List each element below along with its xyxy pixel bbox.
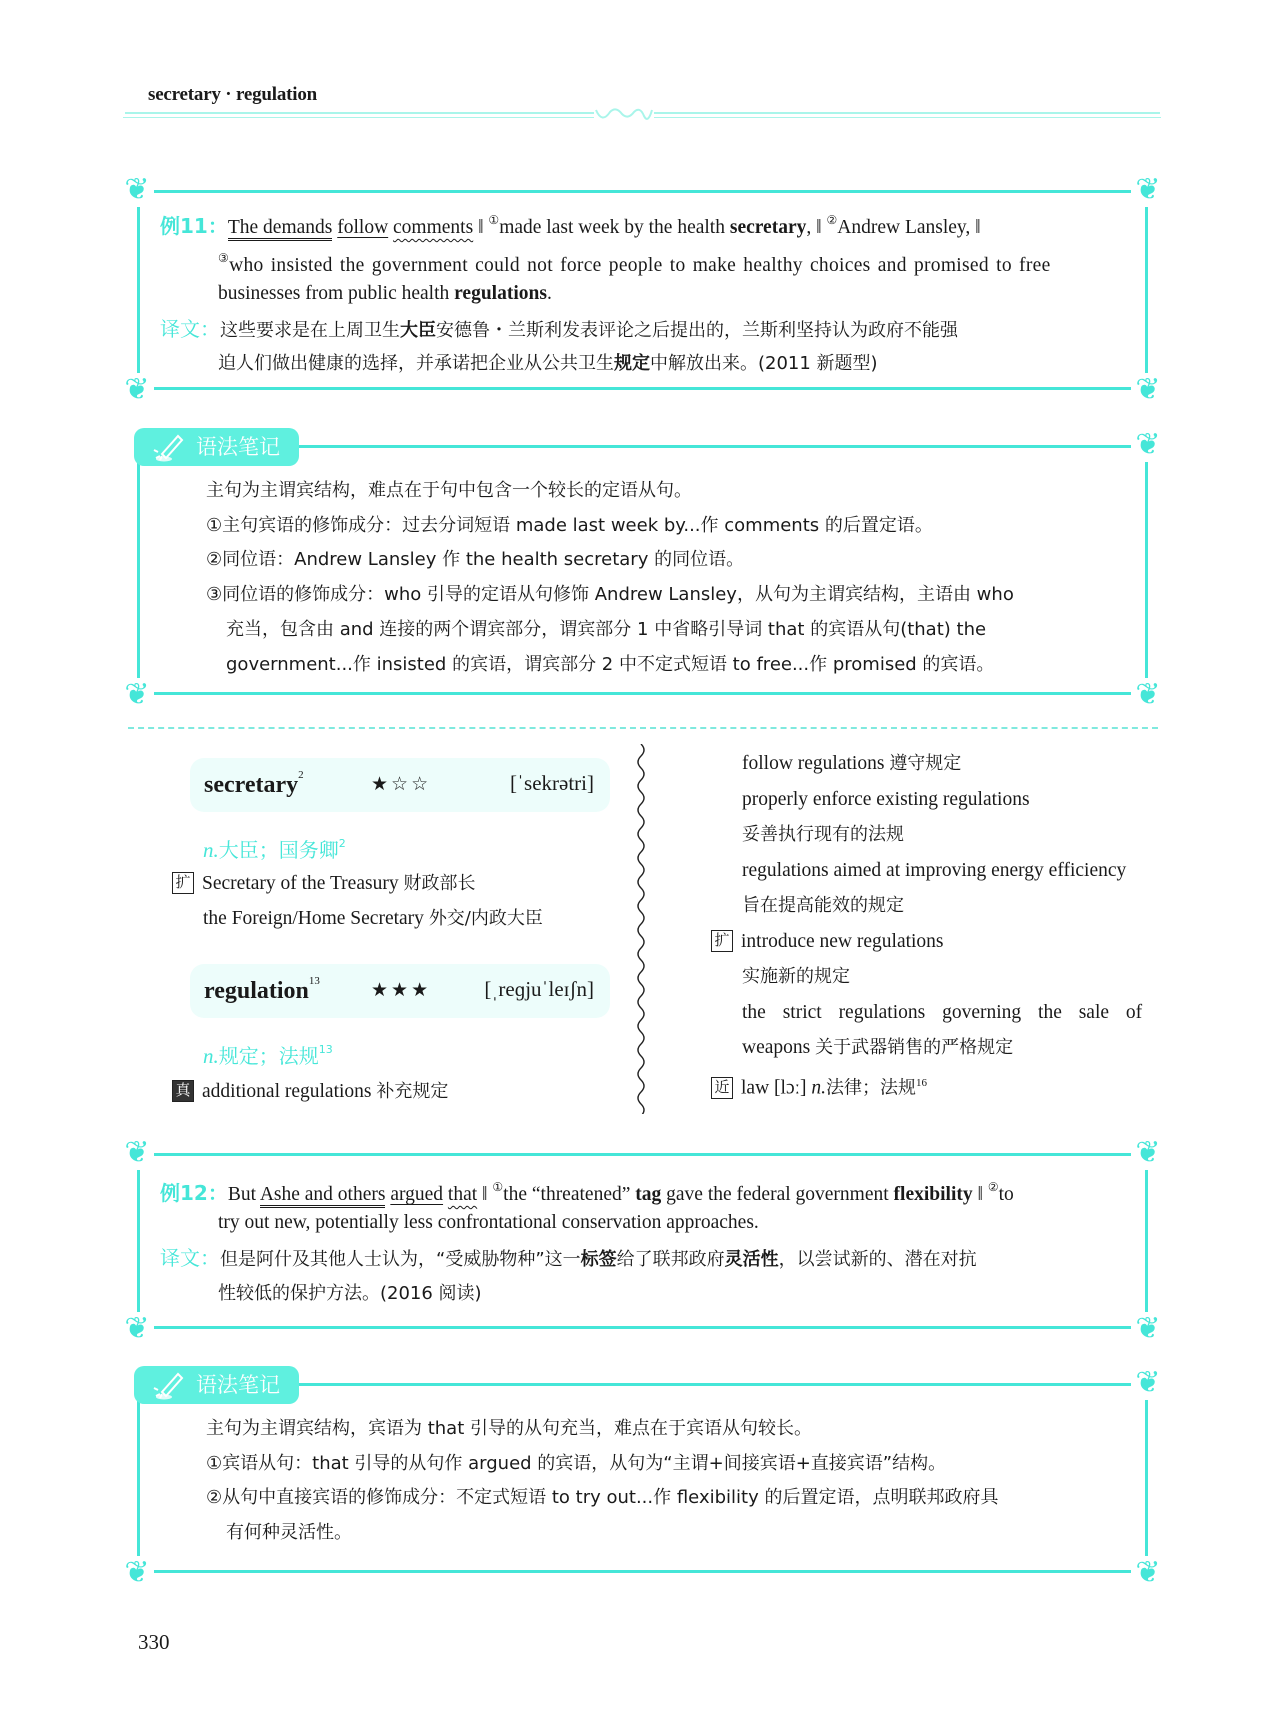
corner-ornament-icon: ❦	[1131, 428, 1165, 462]
note-line: government...作 insisted 的宾语，谓宾部分 2 中不定式短语 to free...作 promised 的宾语。	[226, 654, 995, 675]
translation-label: 译文：	[160, 1246, 220, 1270]
text: But	[227, 1184, 260, 1205]
grammar-notes-tab	[134, 428, 299, 466]
real-phrase	[742, 747, 961, 781]
corner-ornament-icon: ❦	[1131, 373, 1165, 407]
frequency: 2	[298, 769, 304, 781]
text: gave the federal government	[661, 1184, 894, 1205]
text: businesses from public health	[218, 283, 455, 304]
ext-phrase	[742, 960, 850, 994]
subject: Ashe and others	[260, 1184, 386, 1208]
note-line: 主句为主谓宾结构，难点在于句中包含一个较长的定语从句。	[206, 480, 692, 501]
frequency: 13	[318, 1043, 333, 1056]
separator: ‖	[478, 217, 484, 238]
grammar-notes-title: 语法笔记	[196, 435, 280, 459]
text: .	[546, 283, 552, 304]
corner-ornament-icon: ❦	[120, 678, 154, 712]
corner-ornament-icon: ❦	[120, 1556, 154, 1590]
synonym-tag-icon: 近	[711, 1077, 733, 1099]
column-divider-icon	[634, 744, 648, 1114]
note-line: ②同位语：Andrew Lansley 作 the health secretary 的同位语。	[206, 549, 745, 570]
phonetic: [ˈsekrətri]	[510, 771, 594, 795]
note-line: 有何种灵活性。	[226, 1522, 352, 1543]
phrase-zh: 实施新的规定	[742, 966, 850, 987]
text: Andrew Lansley, ‖	[837, 217, 981, 238]
synonym	[711, 1066, 927, 1106]
part-of-speech: n.	[203, 838, 219, 862]
ext-phrase	[711, 925, 944, 959]
pen-icon	[152, 1370, 188, 1400]
section-divider	[128, 727, 1158, 729]
phrase-en: Secretary of the Treasury	[202, 873, 399, 894]
translation-11-line-1	[160, 312, 958, 348]
text: 性较低的保护方法。(2016 阅读)	[218, 1283, 482, 1304]
real-exam-tag-icon: 真	[172, 1080, 194, 1102]
example-12-line-2	[218, 1206, 759, 1240]
headword	[204, 975, 320, 1005]
keyword: flexibility	[893, 1184, 973, 1205]
ext-phrase	[203, 902, 543, 936]
text: ‖	[972, 1184, 988, 1205]
phrase-en: regulations aimed at improving energy efficiency	[742, 860, 1127, 881]
text: 迫人们做出健康的选择，并承诺把企业从公共卫生	[218, 353, 614, 374]
synonym-word: law	[741, 1077, 770, 1099]
text: made last week by the health	[499, 217, 730, 238]
phrase-zh: 遵守规定	[889, 753, 962, 774]
example-11-line-3	[218, 277, 552, 311]
frequency: 2	[338, 837, 346, 850]
meaning: 规定；法规	[218, 1044, 319, 1068]
note-line: 充当，包含由 and 连接的两个谓宾部分，谓宾部分 1 中省略引导词 that 的宾语从句(that) the	[226, 619, 987, 640]
corner-ornament-icon: ❦	[1131, 678, 1165, 712]
meaning: 大臣；国务卿	[218, 838, 339, 862]
part-of-speech: n.	[203, 1044, 219, 1068]
keyword: 标签	[580, 1249, 617, 1270]
phrase-en: the strict regulations governing the sale of	[742, 1002, 1143, 1023]
ext-phrase	[742, 996, 1142, 1030]
phrase-zh: 补充规定	[376, 1081, 449, 1102]
phrase-en: weapons	[742, 1037, 811, 1058]
example-label: 例11：	[160, 214, 228, 238]
corner-ornament-icon: ❦	[1131, 1312, 1165, 1346]
text: who insisted the government could not force people to make healthy choices and promised to free	[229, 255, 1051, 276]
definition-secretary	[203, 834, 346, 863]
corner-ornament-icon: ❦	[120, 173, 154, 207]
note-line: 主句为主谓宾结构，宾语为 that 引导的从句充当，难点在于宾语从句较长。	[206, 1418, 812, 1439]
corner-ornament-icon: ❦	[1131, 1136, 1165, 1170]
word: regulation	[204, 978, 309, 1004]
object: that	[447, 1184, 478, 1205]
phonetic: [lɔː]	[774, 1077, 807, 1099]
text: to	[998, 1184, 1014, 1205]
object: comments	[393, 217, 474, 238]
pen-icon	[152, 432, 188, 462]
keyword: 大臣	[400, 320, 436, 341]
grammar-notes-title: 语法笔记	[196, 1373, 280, 1397]
ext-phrase	[172, 867, 475, 901]
text: try out new, potentially less confrontational conservation approaches.	[218, 1212, 759, 1233]
text: 给了联邦政府	[616, 1249, 725, 1270]
example-11-line-1	[160, 203, 981, 245]
phrase-en: properly enforce existing regulations	[742, 789, 1030, 810]
extension-tag-icon: 扩	[711, 930, 733, 952]
keyword: 规定	[614, 353, 650, 374]
part-of-speech: n.	[811, 1077, 827, 1099]
translation-12-line-2	[218, 1277, 482, 1311]
translation-12-line-1	[160, 1241, 977, 1277]
corner-ornament-icon: ❦	[120, 1312, 154, 1346]
definition-regulation	[203, 1040, 333, 1069]
page-number: 330	[138, 1630, 170, 1654]
text: 这些要求是在上周卫生	[220, 320, 400, 341]
frequency: 16	[916, 1077, 928, 1089]
corner-ornament-icon: ❦	[1131, 1556, 1165, 1590]
word-card-secretary	[190, 758, 610, 812]
phrase-en: additional regulations	[202, 1081, 372, 1102]
keyword: secretary	[729, 217, 807, 238]
word-card-regulation	[190, 964, 610, 1018]
phrase-en: introduce new regulations	[741, 931, 944, 952]
keyword: 灵活性	[724, 1249, 779, 1270]
phrase-en: the Foreign/Home Secretary	[203, 908, 424, 929]
corner-ornament-icon: ❦	[1131, 1366, 1165, 1400]
text: 中解放出来。(2011 新题型)	[650, 353, 878, 374]
keyword: regulations	[454, 283, 547, 304]
keyword: tag	[635, 1184, 662, 1205]
real-phrase	[742, 783, 1030, 817]
subject: The demands	[228, 217, 333, 241]
phrase-zh: 旨在提高能效的规定	[742, 895, 904, 916]
text: ，以尝试新的、潜在对抗	[778, 1249, 977, 1270]
phonetic: [ˌreɡjuˈleɪʃn]	[484, 977, 594, 1001]
marker: ②	[826, 213, 838, 227]
phrase-zh: 财政部长	[403, 873, 476, 894]
text: the “threatened”	[503, 1184, 636, 1205]
meaning: 法律；法规	[826, 1077, 917, 1099]
word: secretary	[204, 772, 299, 798]
phrase-zh: 关于武器销售的严格规定	[815, 1037, 1014, 1058]
note-line: ②从句中直接宾语的修饰成分：不定式短语 to try out...作 flexibility 的后置定语，点明联邦政府具	[206, 1487, 999, 1508]
translation-11-line-2	[218, 347, 878, 381]
note-line: ①宾语从句：that 引导的从句作 argued 的宾语，从句为“主谓+间接宾语+直接宾语”结构。	[206, 1453, 947, 1474]
verb: follow	[337, 217, 389, 238]
extension-tag-icon: 扩	[172, 872, 194, 894]
text: 安德鲁・兰斯利发表评论之后提出的，兰斯利坚持认为政府不能强	[436, 320, 958, 341]
marker: ②	[987, 1180, 999, 1194]
frequency: 13	[308, 975, 320, 987]
corner-ornament-icon: ❦	[120, 1136, 154, 1170]
marker: ③	[218, 251, 230, 265]
translation-label: 译文：	[160, 317, 220, 341]
running-header-title: secretary · regulation	[148, 84, 318, 105]
grammar-notes-tab	[134, 1366, 299, 1404]
star-rating-icon: ★☆☆	[371, 773, 432, 795]
phrase-zh: 妥善执行现有的法规	[742, 824, 904, 845]
verb: argued	[390, 1184, 444, 1205]
note-line: ①主句宾语的修饰成分：过去分词短语 made last week by...作 comments 的后置定语。	[206, 515, 933, 536]
example-label: 例12：	[160, 1181, 228, 1205]
phrase-en: follow regulations	[742, 753, 885, 774]
ext-phrase	[742, 1031, 1013, 1065]
marker: ①	[488, 213, 500, 227]
real-phrase	[742, 889, 904, 923]
note-line: ③同位语的修饰成分：who 引导的定语从句修饰 Andrew Lansley，从句为主谓宾结构，主语由 who	[206, 584, 1014, 605]
real-phrase	[172, 1075, 448, 1109]
text: , ‖	[806, 217, 827, 238]
header-ornament-icon	[594, 104, 654, 126]
star-rating-icon: ★★★	[371, 979, 432, 1001]
text: 但是阿什及其他人士认为，“受威胁物种”这一	[220, 1249, 581, 1270]
corner-ornament-icon: ❦	[120, 373, 154, 407]
marker: ①	[492, 1180, 504, 1194]
separator: ‖	[482, 1184, 488, 1205]
corner-ornament-icon: ❦	[1131, 173, 1165, 207]
headword	[204, 769, 304, 799]
real-phrase	[742, 854, 1126, 888]
real-phrase	[742, 818, 904, 852]
phrase-zh: 外交/内政大臣	[428, 908, 543, 929]
